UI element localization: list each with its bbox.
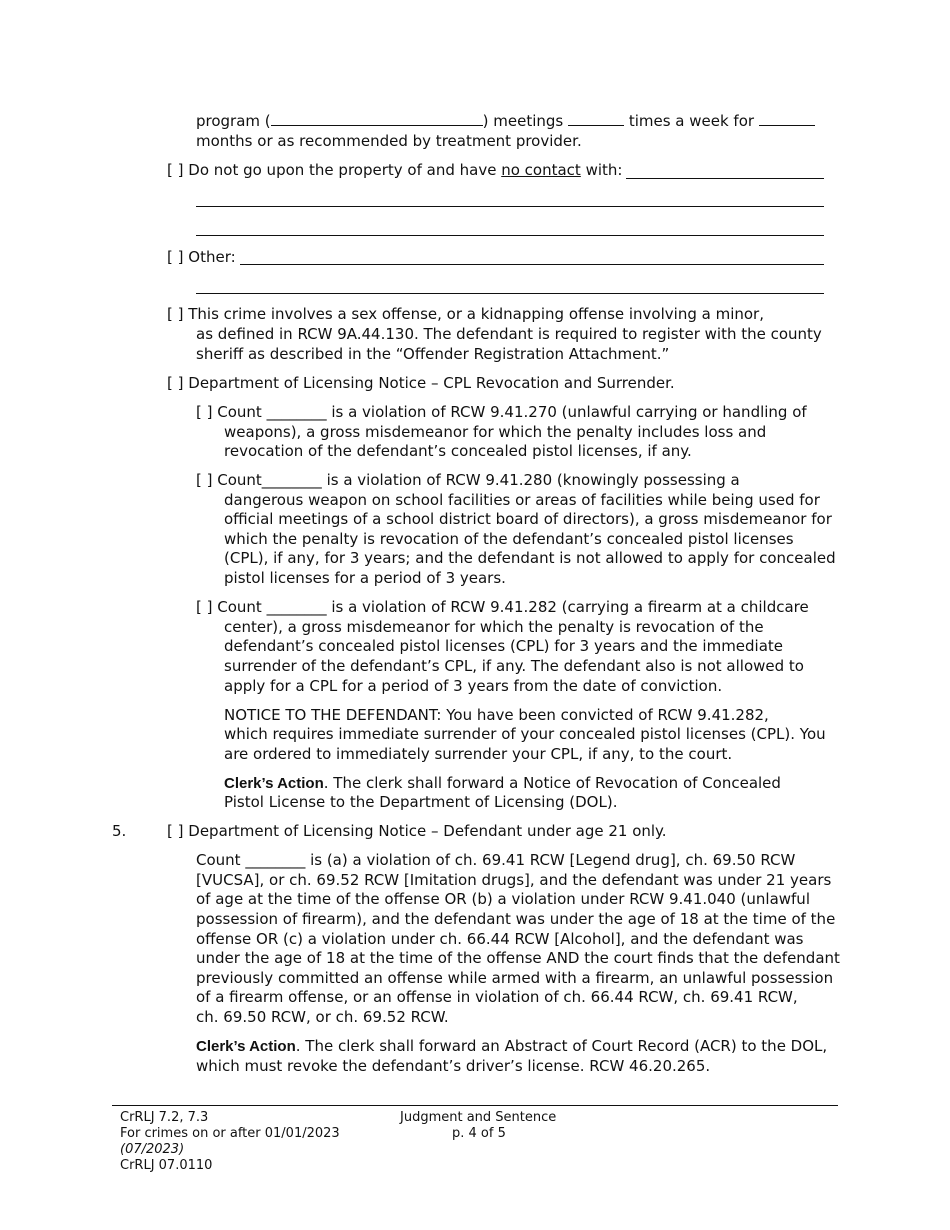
count-282-item: [ ] Count ________ is a violation of RCW 9.41.282 (carrying a firearm at a childcare — [196, 598, 809, 616]
other-blank-2[interactable] — [196, 293, 824, 294]
section5-line: [VUCSA], or ch. 69.52 RCW [Imitation drugs], and the defendant was under 21 years — [196, 871, 832, 889]
checkbox[interactable]: [ ] — [167, 305, 184, 323]
clerk-action-cpl: Clerk’s Action. The clerk shall forward a Notice of Revocation of Concealed — [224, 774, 781, 792]
section5-line: of a firearm offense, or an offense in violation of ch. 66.44 RCW, ch. 69.41 RCW, — [196, 988, 798, 1006]
count-282-line: surrender of the defendant’s CPL, if any. The defendant also is not allowed to — [224, 657, 804, 675]
checkbox[interactable]: [ ] — [196, 471, 213, 489]
sex-offense-line: as defined in RCW 9A.44.130. The defendant is required to register with the county — [196, 325, 822, 343]
other-item: [ ] Other: — [167, 248, 236, 266]
section5-line: previously committed an offense while armed with a firearm, an unlawful possession — [196, 969, 834, 987]
program-line-2: months or as recommended by treatment provider. — [196, 132, 582, 150]
sex-offense-line: sheriff as described in the “Offender Registration Attachment.” — [196, 345, 670, 363]
footer-effective: For crimes on or after 01/01/2023 — [120, 1126, 340, 1141]
notice-line: are ordered to immediately surrender your CPL, if any, to the court. — [224, 745, 733, 763]
clerk-action-section5: Clerk’s Action. The clerk shall forward an Abstract of Court Record (ACR) to the DOL, — [196, 1037, 828, 1055]
count-282-line: center), a gross misdemeanor for which the penalty is revocation of the — [224, 618, 764, 636]
times-per-week-blank[interactable] — [568, 113, 624, 126]
months-blank[interactable] — [759, 113, 815, 126]
clerk-action-cpl-line: Pistol License to the Department of Licensing (DOL). — [224, 793, 618, 811]
clerk-action-section5-line: which must revoke the defendant’s driver’s license. RCW 46.20.265. — [196, 1057, 711, 1075]
count-282-line: apply for a CPL for a period of 3 years from the date of conviction. — [224, 677, 723, 695]
checkbox[interactable]: [ ] — [167, 248, 184, 266]
notice-line: which requires immediate surrender of your concealed pistol licenses (CPL). You — [224, 725, 826, 743]
footer-form-number: CrRLJ 07.0110 — [120, 1158, 213, 1173]
footer-divider — [112, 1105, 838, 1106]
no-contact-blank-2[interactable] — [196, 206, 824, 207]
no-contact-blank-1[interactable] — [626, 178, 824, 179]
sex-offense-item: [ ] This crime involves a sex offense, or a kidnapping offense involving a minor, — [167, 305, 764, 323]
notice-line: NOTICE TO THE DEFENDANT: You have been convicted of RCW 9.41.282, — [224, 706, 769, 724]
count-282-line: defendant’s concealed pistol licenses (CPL) for 3 years and the immediate — [224, 637, 784, 655]
section5-line: ch. 69.50 RCW, or ch. 69.52 RCW. — [196, 1008, 449, 1026]
footer-revision: (07/2023) — [120, 1142, 185, 1157]
checkbox[interactable]: [ ] — [167, 161, 184, 179]
count-270-line: revocation of the defendant’s concealed pistol licenses, if any. — [224, 442, 692, 460]
section5-line: Count ________ is (a) a violation of ch. 69.41 RCW [Legend drug], ch. 69.50 RCW — [196, 851, 796, 869]
section5-line: of age at the time of the offense OR (b) a violation under RCW 9.41.040 (unlawful — [196, 890, 810, 908]
checkbox[interactable]: [ ] — [196, 598, 213, 616]
footer-rule: CrRLJ 7.2, 7.3 — [120, 1110, 209, 1125]
count-280-line: pistol licenses for a period of 3 years. — [224, 569, 506, 587]
section5-line: offense OR (c) a violation under ch. 66.44 RCW [Alcohol], and the defendant was — [196, 930, 804, 948]
other-blank-1[interactable] — [240, 264, 824, 265]
footer-title: Judgment and Sentence — [400, 1110, 557, 1125]
count-270-line: weapons), a gross misdemeanor for which the penalty includes loss and — [224, 423, 767, 441]
section5-line: possession of firearm), and the defendant was under the age of 18 at the time of the — [196, 910, 836, 928]
section-number: 5. — [112, 822, 127, 840]
program-line: program ( ) meetings times a week for — [196, 112, 815, 132]
checkbox[interactable]: [ ] — [167, 374, 184, 392]
no-contact-blank-3[interactable] — [196, 235, 824, 236]
dol-cpl-item: [ ] Department of Licensing Notice – CPL Revocation and Surrender. — [167, 374, 675, 392]
section5-heading: [ ] Department of Licensing Notice – Defendant under age 21 only. — [167, 822, 667, 840]
count-280-line: which the penalty is revocation of the defendant’s concealed pistol licenses — [224, 530, 794, 548]
footer-page-number: p. 4 of 5 — [452, 1126, 506, 1141]
checkbox[interactable]: [ ] — [167, 822, 184, 840]
section5-line: under the age of 18 at the time of the offense AND the court finds that the defendant — [196, 949, 840, 967]
program-name-blank[interactable] — [271, 113, 483, 126]
checkbox[interactable]: [ ] — [196, 403, 213, 421]
no-contact-item: [ ] Do not go upon the property of and have no contact with: — [167, 161, 623, 179]
count-270-item: [ ] Count ________ is a violation of RCW 9.41.270 (unlawful carrying or handling of — [196, 403, 807, 421]
count-280-line: official meetings of a school district board of directors), a gross misdemeanor for — [224, 510, 832, 528]
count-280-item: [ ] Count________ is a violation of RCW 9.41.280 (knowingly possessing a — [196, 471, 740, 489]
count-280-line: dangerous weapon on school facilities or areas of facilities while being used for — [224, 491, 820, 509]
count-280-line: (CPL), if any, for 3 years; and the defendant is not allowed to apply for concealed — [224, 549, 836, 567]
